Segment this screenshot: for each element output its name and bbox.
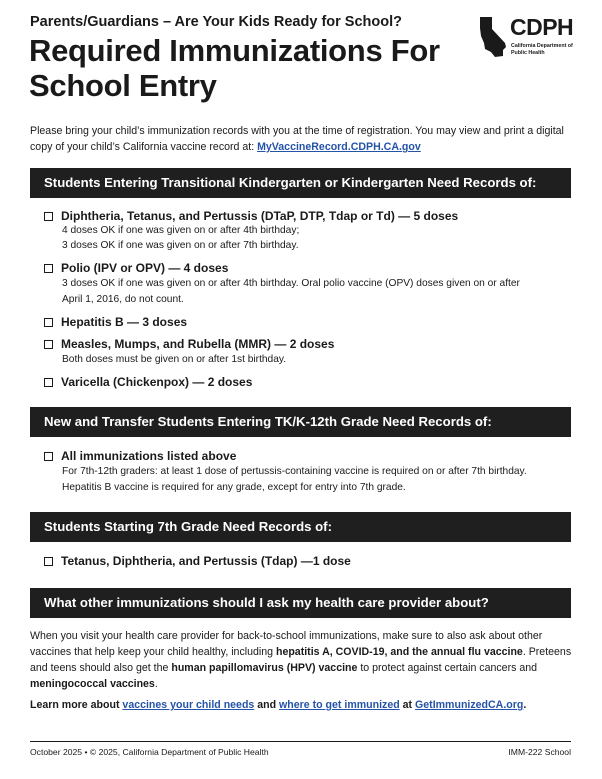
logo-subtext-line-1: California Department of [511, 43, 573, 49]
item-label: Measles, Mumps, and Rubella (MMR) — 2 doses [61, 337, 335, 351]
logo-subtext-line-2: Public Health [511, 49, 545, 56]
item-note: For 7th-12th graders: at least 1 dose of pertussis-containing vaccine is required on or after 7th birthday. [62, 466, 527, 477]
checklist-item-hepatitis-b [44, 315, 187, 329]
where-to-get-immunized-link[interactable]: where to get immunized [279, 699, 400, 711]
item-label: Tetanus, Diphtheria, and Pertussis (Tdap) —1 dose [61, 554, 351, 568]
checkbox[interactable] [44, 340, 53, 349]
text: and [254, 699, 280, 711]
checklist-item-varicella [44, 375, 252, 389]
checklist-item-mmr [44, 337, 334, 351]
footer-divider [30, 741, 571, 742]
california-map-icon [478, 16, 510, 60]
item-note: 3 doses OK if one was given on or after 4th birthday. Oral polio vaccine (OPV) doses given on or after [62, 278, 520, 289]
learn-more-line [30, 697, 575, 713]
other-immunizations-paragraph [30, 628, 575, 692]
emphasis: human papillomavirus (HPV) vaccine [171, 662, 358, 674]
checklist-item-dtap [44, 209, 458, 223]
intro-text: Please bring your child’s immunization records with you at the time of registration. You may view and print a digital copy of your child’s California vaccine record at: [30, 125, 564, 153]
item-label: Polio (IPV or OPV) — 4 doses [61, 261, 229, 275]
text: . Preteens and teens should also get the [30, 646, 572, 674]
section-heading-other-immunizations: What other immunizations should I ask my health care provider about? [30, 588, 571, 618]
logo-subtext [511, 43, 573, 56]
cdph-logo [478, 14, 574, 62]
text: at [399, 699, 416, 711]
checkbox[interactable] [44, 264, 53, 273]
checkbox[interactable] [44, 452, 53, 461]
checkbox[interactable] [44, 378, 53, 387]
item-label: Diphtheria, Tetanus, and Pertussis (DTaP, DTP, Tdap or Td) — 5 doses [61, 209, 459, 223]
section-heading-kindergarten: Students Entering Transitional Kindergarten or Kindergarten Need Records of: [30, 168, 571, 198]
text: Learn more about [30, 699, 123, 711]
item-note: April 1, 2016, do not count. [62, 294, 184, 305]
logo-text: CDPH [510, 14, 574, 40]
item-note: Both doses must be given on or after 1st birthday. [62, 354, 287, 365]
checkbox[interactable] [44, 557, 53, 566]
text: to protect against certain cancers and [357, 662, 538, 674]
title-line-2: School Entry [29, 68, 217, 103]
footer-form-id: IMM-222 School [508, 747, 571, 757]
item-label: All immunizations listed above [61, 449, 237, 463]
checklist-item-all-immunizations [44, 449, 236, 463]
vaccines-your-child-needs-link[interactable]: vaccines your child needs [122, 699, 255, 711]
text: . [523, 699, 527, 711]
page-subtitle: Parents/Guardians – Are Your Kids Ready for School? [30, 14, 402, 30]
item-label: Hepatitis B — 3 doses [61, 315, 188, 329]
section-heading-seventh-grade: Students Starting 7th Grade Need Records of: [30, 512, 571, 542]
item-label: Varicella (Chickenpox) — 2 doses [61, 375, 253, 389]
page-title [29, 33, 449, 103]
getimmunizedca-link[interactable]: GetImmunizedCA.org [415, 699, 524, 711]
checklist-item-polio [44, 261, 228, 275]
title-line-1: Required Immunizations For [29, 33, 440, 68]
my-vaccine-record-link[interactable]: MyVaccineRecord.CDPH.CA.gov [257, 141, 421, 153]
checklist-item-tdap [44, 554, 351, 568]
item-note: 4 doses OK if one was given on or after 4th birthday; [62, 225, 300, 236]
checkbox[interactable] [44, 212, 53, 221]
intro-paragraph [30, 123, 575, 155]
checkbox[interactable] [44, 318, 53, 327]
emphasis: meningococcal vaccines [30, 678, 155, 690]
item-note: 3 doses OK if one was given on or after 7th birthday. [62, 240, 299, 251]
text: . [154, 678, 158, 690]
item-note: Hepatitis B vaccine is required for any grade, except for entry into 7th grade. [62, 482, 406, 493]
footer-copyright: October 2025 • © 2025, California Department of Public Health [30, 747, 269, 757]
section-heading-transfer: New and Transfer Students Entering TK/K-12th Grade Need Records of: [30, 407, 571, 437]
emphasis: hepatitis A, COVID-19, and the annual flu vaccine [275, 646, 523, 658]
text: When you visit your health care provider for back-to-school immunizations, make sure to also ask about other vaccines that help keep your child healthy, including [30, 630, 543, 658]
